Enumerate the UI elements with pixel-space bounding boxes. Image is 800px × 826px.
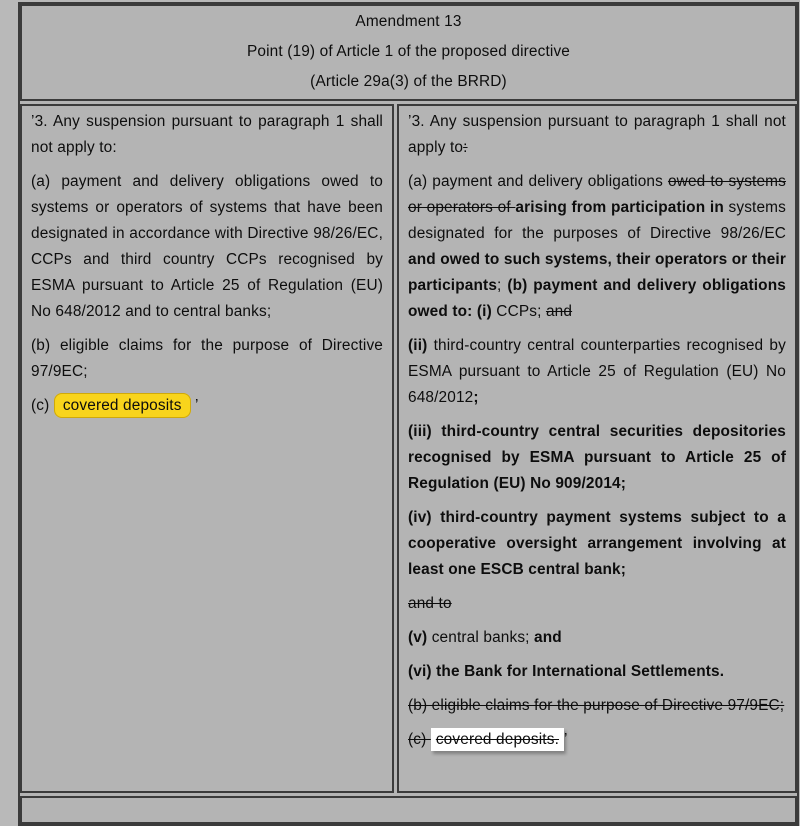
- deleted-text-run: (c): [408, 731, 431, 748]
- yellow-highlight-annotation[interactable]: covered deposits: [54, 393, 191, 418]
- inserted-text-run: (b) payment and delivery obligations owed to: (i): [408, 277, 786, 320]
- paragraph: [408, 693, 786, 719]
- amendment-article-reference: (Article 29a(3) of the BRRD): [310, 73, 507, 90]
- inserted-text-run: ;: [473, 389, 479, 406]
- text-run: (b) eligible claims for the purpose of Directive 97/9EC;: [31, 337, 383, 380]
- paragraph: [31, 109, 383, 161]
- amendment-point-reference: Point (19) of Article 1 of the proposed directive: [246, 43, 571, 60]
- text-run: CCPs;: [491, 303, 546, 320]
- paragraph: [31, 169, 383, 325]
- inserted-text-run: (ii): [408, 337, 428, 354]
- inserted-text-run: (iv) third-country payment systems subject to a cooperative oversight arrangement involving at least one ESCB central bank;: [408, 509, 786, 578]
- text-run: third-country central counterparties recognised by ESMA pursuant to Article 25 of Regulation (EU) No 648/2012: [408, 337, 786, 406]
- paragraph: [408, 333, 786, 411]
- paragraph: [408, 169, 786, 325]
- amended-text-column: [397, 104, 797, 793]
- text-run: ’: [564, 731, 568, 748]
- inserted-text-run: (iii) third-country central securities depositories recognised by ESMA pursuant to Article 25 of Regulation (EU) No 909/2014;: [408, 423, 786, 492]
- paragraph: [408, 727, 786, 753]
- deleted-text-run: (b) eligible claims for the purpose of Directive 97/9EC;: [408, 697, 785, 714]
- next-row-cell: [20, 796, 797, 824]
- amendment-table: [18, 2, 799, 826]
- paragraph: [31, 393, 383, 419]
- paragraph: [408, 659, 786, 685]
- body-row: [20, 104, 797, 793]
- text-run: central banks;: [427, 629, 535, 646]
- paragraph: [408, 591, 786, 617]
- paragraph: [408, 625, 786, 651]
- text-run: systems designated for the purposes of Directive 98/26/EC: [408, 199, 786, 242]
- original-text-column: [20, 104, 394, 793]
- text-run: ’: [190, 397, 199, 414]
- amendment-title: Amendment 13: [355, 13, 462, 30]
- inserted-text-run: and: [534, 629, 562, 646]
- text-run: (a) payment and delivery obligations: [408, 173, 668, 190]
- text-run: (a) payment and delivery obligations owed to systems or operators of systems that have been designated in accordance with Directive 98/26/EC, CCPs and third country CCPs recognised by ESMA pursuant to Article 25 of Regulation (EU) No 648/2012 and to central banks;: [31, 173, 383, 320]
- amendment-header-cell: [20, 4, 797, 101]
- amendment-table-wrapper: [18, 2, 799, 826]
- white-highlight-deleted-annotation[interactable]: covered deposits.: [431, 728, 564, 751]
- inserted-text-run: (vi) the Bank for International Settlements.: [408, 663, 725, 680]
- deleted-text-run: owed to systems or operators of: [408, 173, 786, 216]
- paragraph: [408, 419, 786, 497]
- amendment-header: [22, 6, 795, 99]
- text-run: (c): [31, 397, 54, 414]
- paragraph: [31, 333, 383, 385]
- text-run: ’3. Any suspension pursuant to paragraph 1 shall not apply to: [408, 113, 786, 156]
- deleted-text-run: and to: [408, 595, 452, 612]
- text-run: ’3. Any suspension pursuant to paragraph 1 shall not apply to:: [31, 113, 383, 156]
- paragraph: [408, 109, 786, 161]
- inserted-text-run: arising from participation in: [515, 199, 724, 216]
- inserted-text-run: (v): [408, 629, 428, 646]
- header-row: [20, 4, 797, 101]
- next-row-partial: [20, 796, 797, 824]
- original-text-content: [22, 106, 392, 791]
- deleted-text-run: and: [545, 303, 573, 320]
- amended-text-content: [399, 106, 795, 791]
- text-run: ;: [497, 277, 508, 294]
- paragraph: [408, 505, 786, 583]
- inserted-text-run: and owed to such systems, their operators or their participants: [408, 251, 786, 294]
- deleted-text-run: :: [463, 139, 468, 156]
